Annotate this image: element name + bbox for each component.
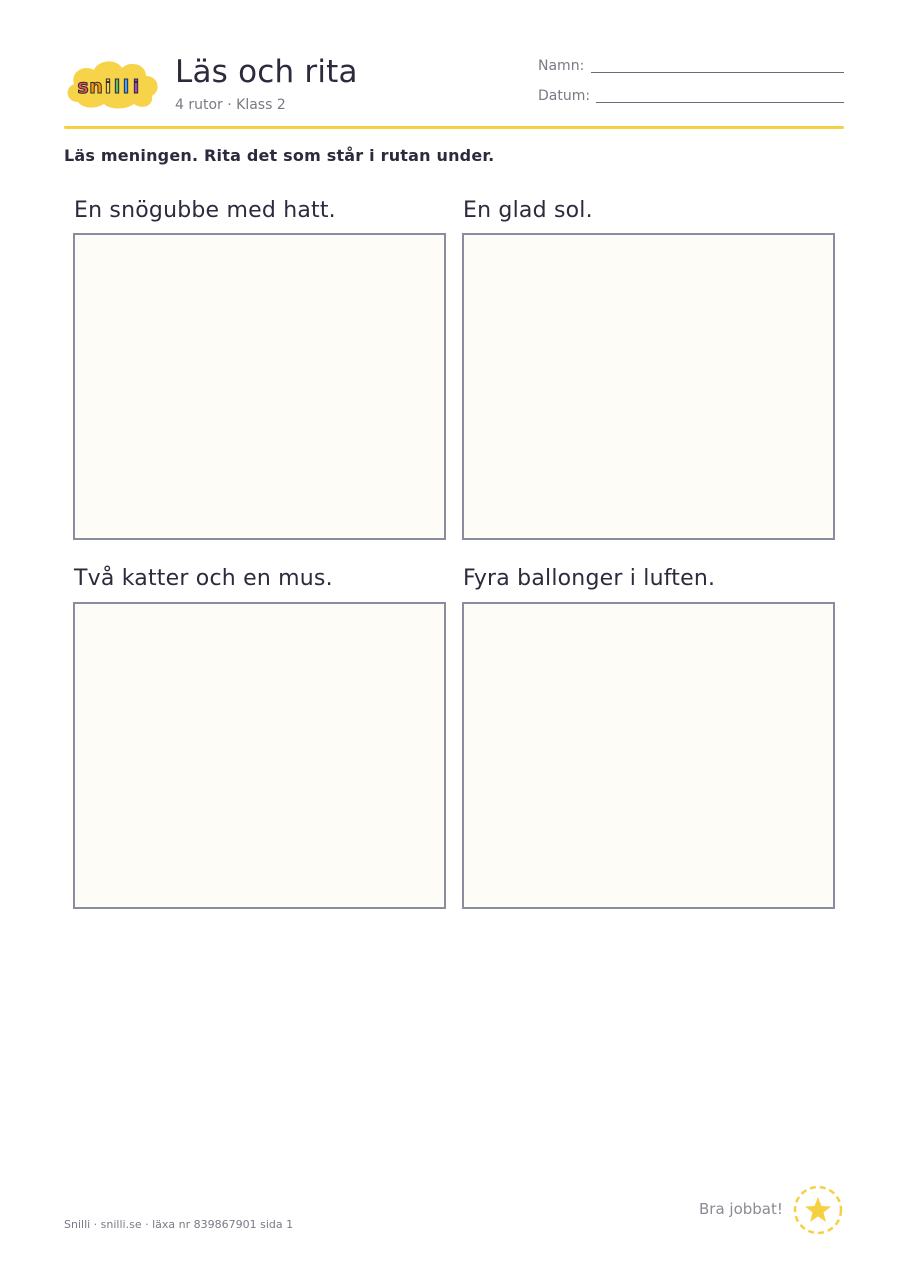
drawing-box-2[interactable] bbox=[462, 233, 835, 540]
date-label: Datum: bbox=[538, 88, 591, 104]
drawing-box-4[interactable] bbox=[462, 602, 835, 909]
drawing-box-1[interactable] bbox=[73, 233, 446, 540]
svg-text:i: i bbox=[132, 76, 140, 98]
svg-text:i: i bbox=[104, 76, 112, 98]
footer-text: Snilli · snilli.se · läxa nr 839867901 sida 1 bbox=[64, 1218, 294, 1231]
panel-prompt-2: En glad sol. bbox=[463, 198, 593, 223]
snilli-logo bbox=[64, 56, 162, 110]
svg-text:s: s bbox=[77, 76, 89, 98]
panel-prompt-3: Två katter och en mus. bbox=[74, 566, 333, 591]
date-field[interactable] bbox=[596, 102, 844, 103]
drawing-box-3[interactable] bbox=[73, 602, 446, 909]
header-divider bbox=[64, 126, 844, 129]
svg-text:l: l bbox=[122, 76, 130, 98]
page-title: Läs och rita bbox=[175, 54, 358, 90]
page-subtitle: 4 rutor · Klass 2 bbox=[175, 97, 286, 113]
name-field[interactable] bbox=[591, 72, 844, 73]
panel-prompt-1: En snögubbe med hatt. bbox=[74, 198, 336, 223]
instruction-text: Läs meningen. Rita det som står i rutan under. bbox=[64, 146, 495, 165]
praise-text: Bra jobbat! bbox=[699, 1200, 783, 1218]
star-icon bbox=[792, 1184, 844, 1236]
svg-text:l: l bbox=[113, 76, 121, 98]
svg-text:n: n bbox=[89, 76, 103, 98]
name-label: Namn: bbox=[538, 58, 585, 74]
panel-prompt-4: Fyra ballonger i luften. bbox=[463, 566, 716, 591]
